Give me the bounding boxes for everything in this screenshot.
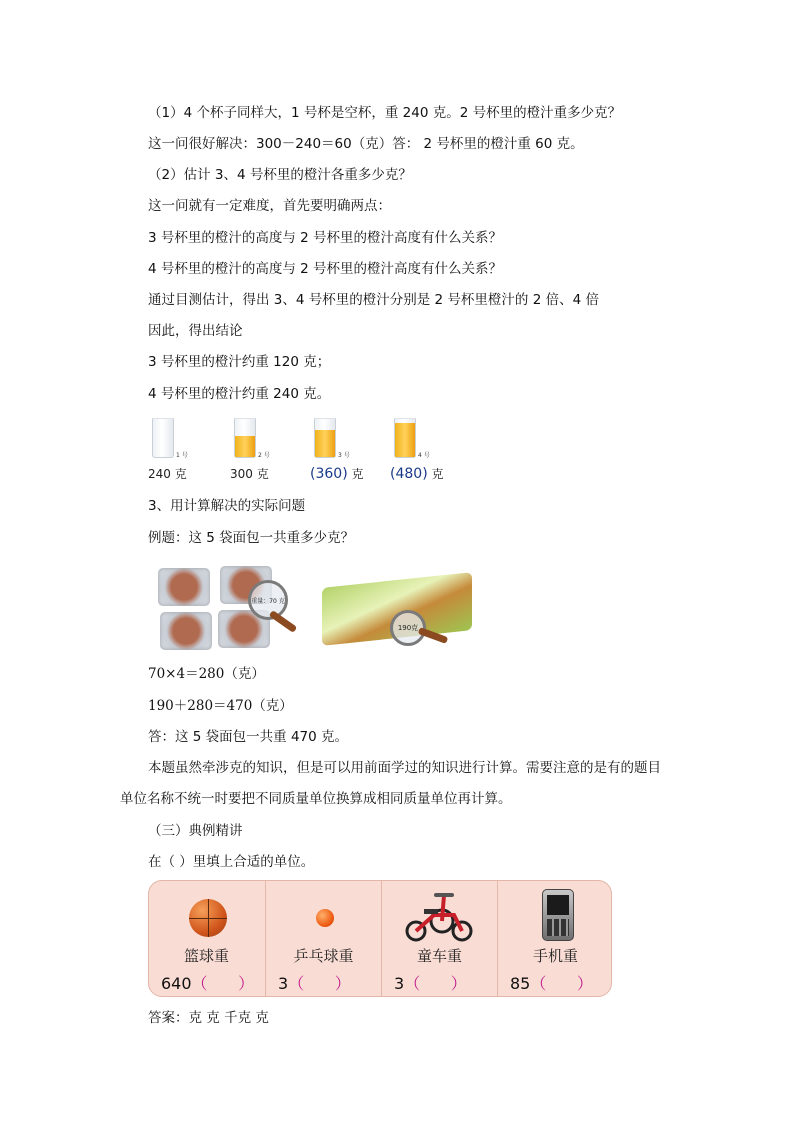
cup-glass-icon <box>152 418 174 458</box>
table-cell-phone <box>497 881 612 996</box>
explanation-line-1: 本题虽然牵涉克的知识，但是可以用前面学过的知识进行计算。需要注意的是有的题目 <box>148 760 661 776</box>
blank-parens: （ ） <box>191 974 255 993</box>
small-bread-bags-figure <box>156 566 306 656</box>
final-answer: 答案：克 克 千克 克 <box>148 1010 269 1026</box>
question-2: （2）估计 3、4 号杯里的橙汁各重多少克？ <box>148 167 412 183</box>
fill-in-prompt: 在（ ）里填上合适的单位。 <box>148 854 315 870</box>
cup-tag: 4 号 <box>418 452 430 459</box>
section-examples-heading: （三）典例精讲 <box>148 823 243 839</box>
cup-weight-unit: 克 <box>256 467 269 481</box>
explanation-line-2: 单位名称不统一时要把不同质量单位换算成相同质量单位再计算。 <box>120 791 512 807</box>
cup-tag: 1 号 <box>176 452 188 459</box>
cup-tag: 2 号 <box>258 452 270 459</box>
cup-weight-value: 240 <box>148 467 171 481</box>
table-cell-basketball <box>149 881 264 996</box>
cup-3: 3 号 (360) 克 <box>310 416 390 482</box>
magnifier-icon: 重量：70 克 <box>248 580 288 620</box>
point-2: 4 号杯里的橙汁的高度与 2 号杯里的橙汁高度有什么关系？ <box>148 261 503 277</box>
unit-fill-table <box>148 880 612 997</box>
question-1: （1）4 个杯子同样大，1 号杯是空杯，重 240 克。2 号杯里的橙汁重多少克？ <box>148 105 622 121</box>
therefore-text: 因此，得出结论 <box>148 323 243 339</box>
question-1-answer: 这一问很好解决：300－240＝60（克）答： 2 号杯里的橙汁重 60 克。 <box>148 136 584 152</box>
cup-glass-icon <box>234 418 256 458</box>
cup-glass-icon <box>394 418 416 458</box>
juice-cups-figure <box>148 416 448 482</box>
cup-glass-icon <box>314 418 336 458</box>
cup-weight-unit: 克 <box>174 467 187 481</box>
point-1: 3 号杯里的橙汁的高度与 2 号杯里的橙汁高度有什么关系？ <box>148 230 503 246</box>
difficulty-note: 这一问就有一定难度，首先要明确两点： <box>148 198 391 214</box>
cell-value: 3 <box>394 974 405 993</box>
cup-4: 4 号 (480) 克 <box>390 416 470 482</box>
cup-weight-value: 480 <box>395 466 423 482</box>
cup-2 <box>230 416 310 482</box>
table-cell-pingpong <box>265 881 381 996</box>
blank-parens: （ ） <box>530 974 593 993</box>
basketball-icon <box>189 899 227 937</box>
cup-tag: 3 号 <box>338 452 350 459</box>
example-question: 例题：这 5 袋面包一共重多少克？ <box>148 530 355 546</box>
magnifier-handle <box>269 610 298 633</box>
mobile-phone-icon <box>542 889 574 941</box>
pingpong-ball-icon <box>316 909 334 927</box>
bread-bag-icon <box>160 612 212 650</box>
result-4: 4 号杯里的橙汁约重 240 克。 <box>148 386 331 402</box>
result-3: 3 号杯里的橙汁约重 120 克； <box>148 354 331 370</box>
example-answer: 答：这 5 袋面包一共重 470 克。 <box>148 729 349 745</box>
cup-weight-unit: 克 <box>351 467 364 481</box>
large-bread-bag-figure <box>322 574 478 648</box>
cup-weight-value: 300 <box>230 467 253 481</box>
blank-parens: （ ） <box>404 974 467 993</box>
cup-weight-unit: 克 <box>431 467 444 481</box>
cup-weight-value: 360 <box>315 466 343 482</box>
section-3-heading: 3、用计算解决的实际问题 <box>148 498 306 514</box>
tricycle-icon <box>404 885 476 943</box>
estimate-text: 通过目测估计，得出 3、4 号杯里的橙汁分别是 2 号杯里橙汁的 2 倍、4 倍 <box>148 292 599 308</box>
cup-1 <box>148 416 228 482</box>
cell-value: 640 <box>161 974 192 993</box>
cell-value: 85 <box>510 974 531 993</box>
cell-label: 手机重 <box>532 947 578 965</box>
bread-bag-icon <box>158 568 210 606</box>
cell-label: 童车重 <box>416 947 462 965</box>
calculation-1: 70×4＝280（克） <box>148 666 265 682</box>
cell-label: 乒乓球重 <box>293 947 354 965</box>
table-cell-tricycle <box>381 881 497 996</box>
cell-value: 3 <box>278 974 289 993</box>
magnifier-icon: 190克 <box>390 610 426 646</box>
cell-label: 篮球重 <box>183 947 229 965</box>
blank-parens: （ ） <box>288 974 351 993</box>
calculation-2: 190＋280＝470（克） <box>148 698 293 714</box>
